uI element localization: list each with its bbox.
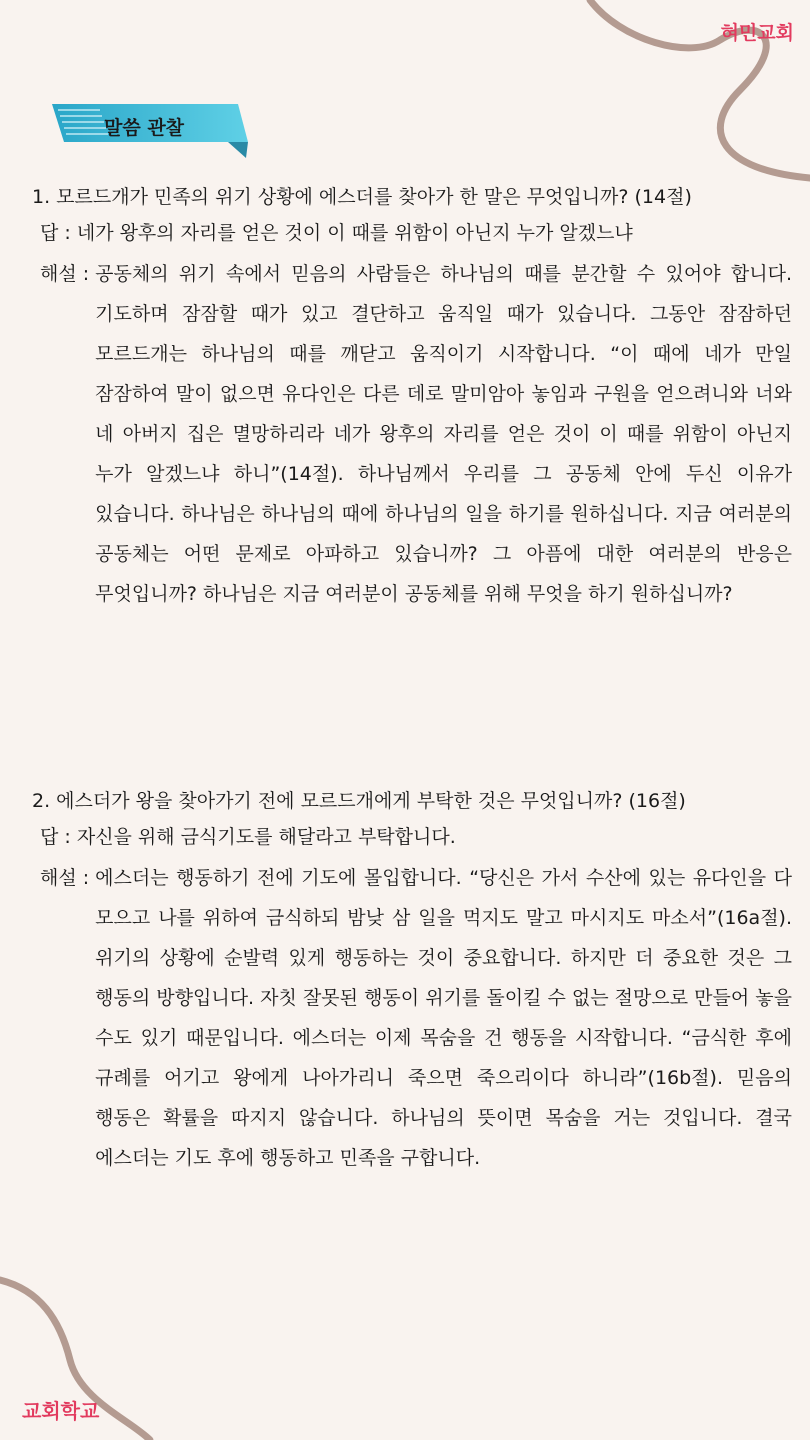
- explanation-label: 해설 :: [40, 263, 90, 285]
- church-school-brand: 교회학교: [22, 1399, 100, 1423]
- question-title: 2. 에스더가 왕을 찾아가기 전에 모르드개에게 부탁한 것은 무엇입니까? (16절): [32, 790, 686, 812]
- explanation: [40, 254, 792, 614]
- answer-text: 답 : 네가 왕후의 자리를 얻은 것이 이 때를 위함이 아닌지 누가 알겠느냐: [40, 222, 633, 244]
- section-label: [48, 100, 253, 162]
- answer-text: 답 : 자신을 위해 금식기도를 해달라고 부탁합니다.: [40, 826, 456, 848]
- explanation: [40, 858, 792, 1178]
- explanation-label: 해설 :: [40, 867, 90, 889]
- church-brand-top: 혀민교회: [720, 22, 794, 44]
- question-block-2: [32, 784, 792, 1178]
- question-block-1: [32, 180, 792, 614]
- explanation-text: 공동체의 위기 속에서 믿음의 사람들은 하나님의 때를 분간할 수 있어야 합니다. 기도하며 잠잠할 때가 있고 결단하고 움직일 때가 있습니다. 그동안 잠잠하던 모르드개는 하나님의 때를 깨닫고 움직이기 시작합니다. “이 때에 네가 만일 잠잠하여 말이 없으면 유다인은 다른 데로 말미암아 놓임과 구원을 얻으려니와 너와 네 아버지 집은 멸망하리라 네가 왕후의 자리를 얻은 것이 이 때를 위함이 아닌지 누가 알겠느냐 하니”(14절). 하나님께서 우리를 그 공동체 안에 두신 이유가 있습니다. 하나님은 하나님의 때에 하나님의 일을 하기를 원하십니다. 지금 여러분의 공동체는 어떤 문제로 아파하고 있습니까? 그 아픔에 대한 여러분의 반응은 무엇입니까? 하나님은 지금 여러분이 공동체를 위해 무엇을 하기 원하십니까?: [95, 263, 792, 605]
- section-title: 말씀 관찰: [104, 117, 185, 139]
- explanation-text: 에스더는 행동하기 전에 기도에 몰입합니다. “당신은 가서 수산에 있는 유다인을 다 모으고 나를 위하여 금식하되 밤낮 삼 일을 먹지도 말고 마시지도 마소서”(16a절). 위기의 상황에 순발력 있게 행동하는 것이 중요합니다. 하지만 더 중요한 것은 그 행동의 방향입니다. 자칫 잘못된 행동이 위기를 돌이킬 수 없는 절망으로 만들어 놓을 수도 있기 때문입니다. 에스더는 이제 목숨을 건 행동을 시작합니다. “금식한 후에 규례를 어기고 왕에게 나아가리니 죽으면 죽으리이다 하니라”(16b절). 믿음의 행동은 확률을 따지지 않습니다. 하나님의 뜻이면 목숨을 거는 것입니다. 결국 에스더는 기도 후에 행동하고 민족을 구합니다.: [95, 867, 792, 1169]
- question-title: 1. 모르드개가 민족의 위기 상황에 에스더를 찾아가 한 말은 무엇입니까? (14절): [32, 186, 692, 208]
